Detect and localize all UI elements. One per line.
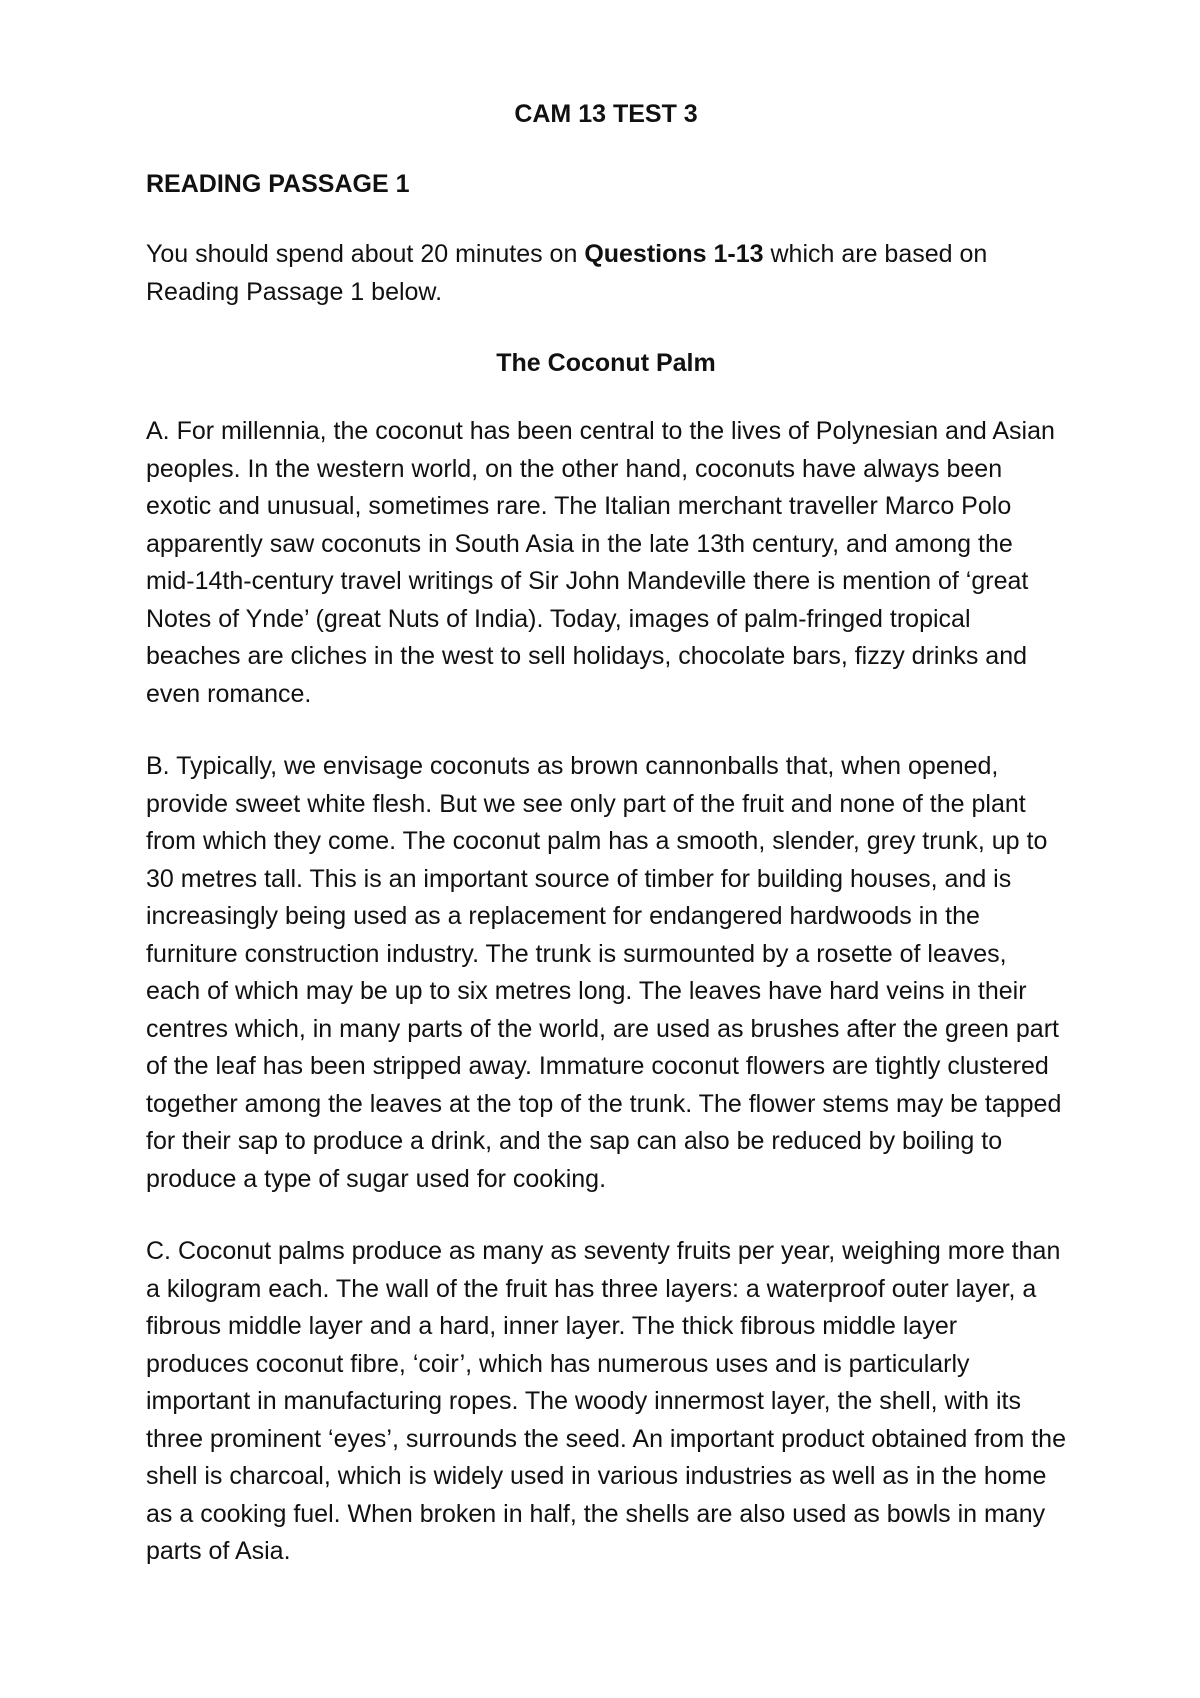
instructions-text-after: which are based on Reading Passage 1 below. [146,240,988,306]
instructions [146,236,1066,311]
document-page [146,96,1066,1571]
instructions-text-before: You should spend about 20 minutes on [146,240,585,268]
instructions-questions-range: Questions 1-13 [584,240,764,268]
section-heading: READING PASSAGE 1 [146,170,410,198]
paragraph-c: C. Coconut palms produce as many as seventy fruits per year, weighing more than a kilogram each. The wall of the fruit has three layers: a waterproof outer layer, a fibrous middle layer and a hard, inner layer. The thick fibrous middle layer produces coconut fibre, ‘coir’, which has numerous uses and is particularly important in manufacturing ropes. The woody innermost layer, the shell, with its three prominent ‘eyes’, surrounds the seed. An important product obtained from the shell is charcoal, which is widely used in various industries as well as in the home as a cooking fuel. When broken in half, the shells are also used as bowls in many parts of Asia. [146,1237,1066,1565]
passage-title: The Coconut Palm [496,349,716,377]
document-title: CAM 13 TEST 3 [514,100,698,128]
paragraph-a: A. For millennia, the coconut has been central to the lives of Polynesian and Asian peoples. In the western world, on the other hand, coconuts have always been exotic and unusual, sometimes rare. The Italian merchant traveller Marco Polo apparently saw coconuts in South Asia in the late 13th century, and among the mid-14th-century travel writings of Sir John Mandeville there is mention of ‘great Notes of Ynde’ (great Nuts of India). Today, images of palm-fringed tropical beaches are cliches in the west to sell holidays, chocolate bars, fizzy drinks and even romance. [146,417,1055,708]
paragraph-b: B. Typically, we envisage coconuts as brown cannonballs that, when opened, provide sweet white flesh. But we see only part of the fruit and none of the plant from which they come. The coconut palm has a smooth, slender, grey trunk, up to 30 metres tall. This is an important source of timber for building houses, and is increasingly being used as a replacement for endangered hardwoods in the furniture construction industry. The trunk is surmounted by a rosette of leaves, each of which may be up to six metres long. The leaves have hard veins in their centres which, in many parts of the world, are used as brushes after the green part of the leaf has been stripped away. Immature coconut flowers are tightly clustered together among the leaves at the top of the trunk. The flower stems may be tapped for their sap to produce a drink, and the sap can also be reduced by boiling to produce a type of sugar used for cooking. [146,752,1062,1193]
